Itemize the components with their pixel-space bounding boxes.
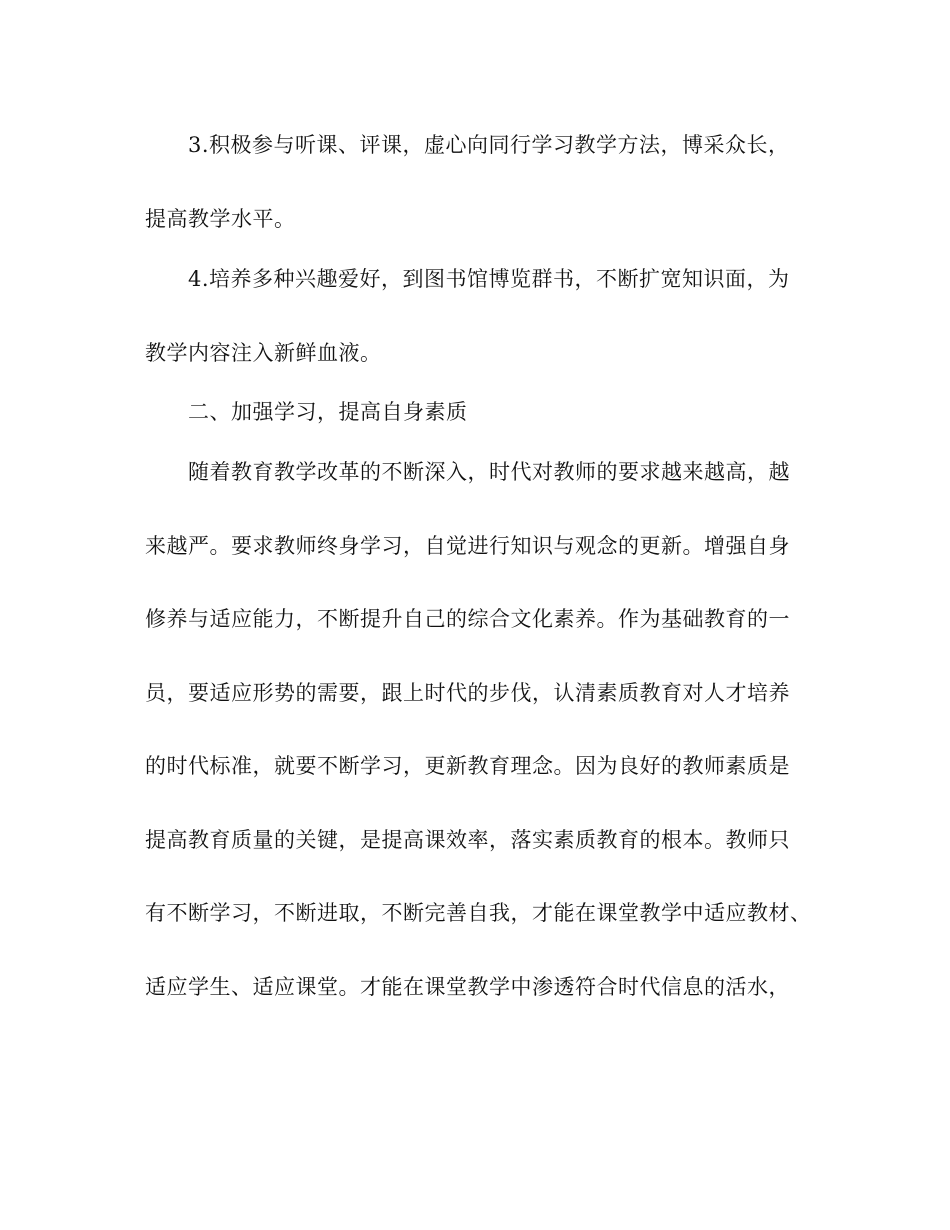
paragraph-4-line-1: 4.培养多种兴趣爱好，到图书馆博览群书，不断扩宽知识面，为 [188,267,790,291]
body-paragraph-line-8: 适应学生、适应课堂。才能在课堂教学中渗透符合时代信息的活水， [145,975,790,999]
body-paragraph-line-5: 的时代标准，就要不断学习，更新教育理念。因为良好的教师素质是 [145,754,790,778]
body-paragraph-line-7: 有不断学习，不断进取，不断完善自我，才能在课堂教学中适应教材、 [145,901,812,925]
section-heading: 二、加强学习，提高自身素质 [188,400,468,424]
body-paragraph-line-4: 员，要适应形势的需要，跟上时代的步伐，认清素质教育对人才培养 [145,681,790,705]
paragraph-3-line-1: 3.积极参与听课、评课，虚心向同行学习教学方法，博采众长， [188,133,790,157]
paragraph-4-line-2: 教学内容注入新鲜血液。 [145,341,382,365]
body-paragraph-line-3: 修养与适应能力，不断提升自己的综合文化素养。作为基础教育的一 [145,607,790,631]
paragraph-3-line-2: 提高教学水平。 [145,207,296,231]
body-paragraph-line-2: 来越严。要求教师终身学习，自觉进行知识与观念的更新。增强自身 [145,534,790,558]
body-paragraph-line-1: 随着教育教学改革的不断深入，时代对教师的要求越来越高，越 [188,460,790,484]
body-paragraph-line-6: 提高教育质量的关键，是提高课效率，落实素质教育的根本。教师只 [145,828,790,852]
